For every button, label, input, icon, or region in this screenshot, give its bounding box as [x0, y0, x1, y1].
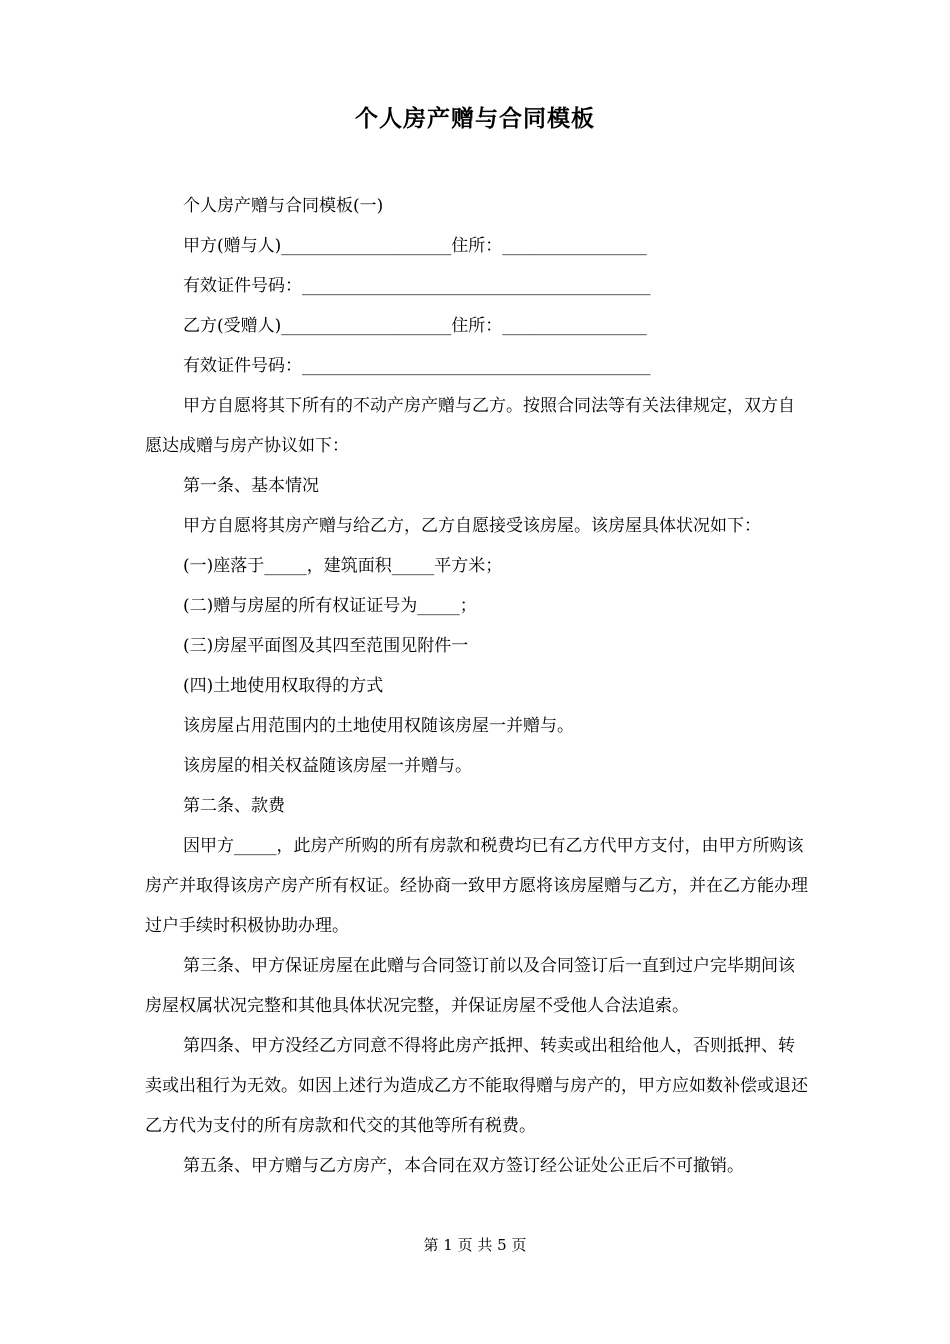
article-1-heading: 第一条、基本情况 [183, 476, 319, 496]
article-3-paragraph: 第三条、甲方保证房屋在此赠与合同签订前以及合同签订后一直到过户完毕期间该房屋权属状况完整和其他具体状况完整，并保证房屋不受他人合法追索。 [145, 956, 795, 1016]
rights-paragraph: 该房屋的相关权益随该房屋一并赠与。 [183, 756, 472, 776]
article-1-intro: 甲方自愿将其房产赠与给乙方，乙方自愿接受该房屋。该房屋具体状况如下： [183, 516, 761, 536]
party-a-line: 甲方(赠与人)____________________住所：_________________ [183, 236, 647, 256]
article-1-item-1: (一)座落于_____，建筑面积_____平方米； [183, 556, 503, 576]
article-4-paragraph: 第四条、甲方没经乙方同意不得将此房产抵押、转卖或出租给他人，否则抵押、转卖或出租行为无效。如因上述行为造成乙方不能取得赠与房产的，甲方应如数补偿或退还乙方代为支付的所有房款和代交的其他等所有税费。 [145, 1036, 808, 1136]
article-1-item-3: (三)房屋平面图及其四至范围见附件一 [183, 636, 469, 656]
party-b-id-line: 有效证件号码：_________________________________________ [183, 356, 651, 376]
document-body [145, 186, 810, 1186]
article-1-item-4: (四)土地使用权取得的方式 [183, 676, 384, 696]
article-2-heading: 第二条、款费 [183, 796, 285, 816]
party-b-line: 乙方(受赠人)____________________住所：_________________ [183, 316, 647, 336]
party-a-id-line: 有效证件号码：_________________________________________ [183, 276, 651, 296]
section-heading: 个人房产赠与合同模板(一) [183, 196, 384, 216]
article-5-paragraph: 第五条、甲方赠与乙方房产，本合同在双方签订经公证处公正后不可撤销。 [183, 1156, 744, 1176]
preamble-paragraph: 甲方自愿将其下所有的不动产房产赠与乙方。按照合同法等有关法律规定，双方自愿达成赠与房产协议如下： [145, 396, 795, 456]
land-use-paragraph: 该房屋占用范围内的土地使用权随该房屋一并赠与。 [183, 716, 574, 736]
page-number: 第 1 页 共 5 页 [423, 1236, 527, 1254]
article-1-item-2: (二)赠与房屋的所有权证证号为_____； [183, 596, 477, 616]
document-title: 个人房产赠与合同模板 [355, 106, 595, 132]
article-2-paragraph: 因甲方_____，此房产所购的所有房款和税费均已有乙方代甲方支付，由甲方所购该房产并取得该房产房产所有权证。经协商一致甲方愿将该房屋赠与乙方，并在乙方能办理过户手续时积极协助办理。 [145, 836, 808, 936]
